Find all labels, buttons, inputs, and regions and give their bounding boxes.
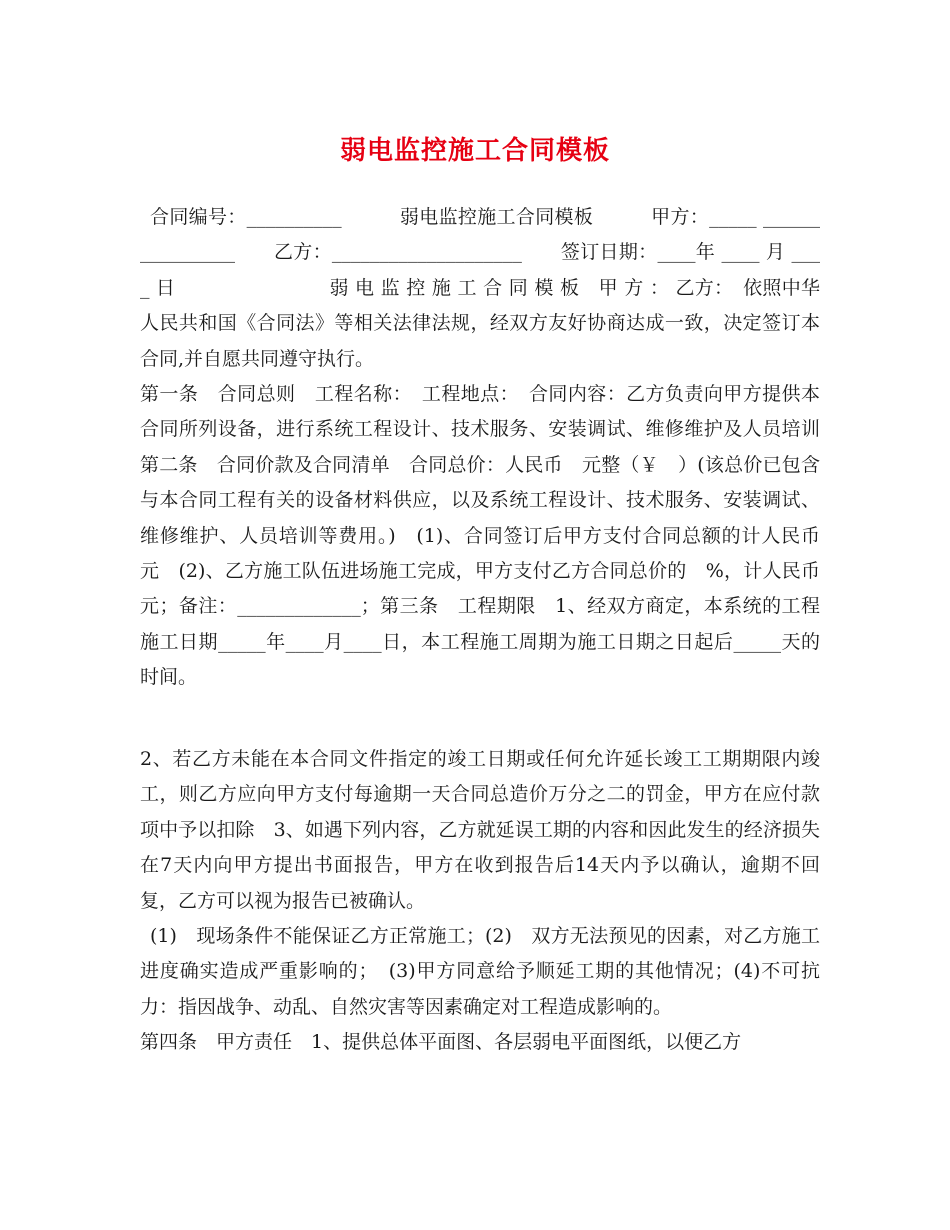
- contract-body-lower: [140, 742, 820, 1061]
- contract-header-paragraph: 合同编号：__________ 弱电监控施工合同模板 甲方：_____ ________________ 乙方：____________________ 签订日期：____年 ____ 月 ____ 日 弱 电 监 控 施 工 合 同 模 板 甲 方 ： 乙方： 依照中华人民共和国《合同法》等相关法律法规，经双方友好协商达成一致，决定签订本合同,并自愿共同遵守执行。: [140, 206, 820, 370]
- article-1-2-3-paragraph: 第一条 合同总则 工程名称： 工程地点： 合同内容：乙方负责向甲方提供本合同所列设备，进行系统工程设计、技术服务、安装调试、维修维护及人员培训 第二条 合同价款及合同清单 合同总价：人民币 元整（￥ ）(该总价已包含与本合同工程有关的设备材料供应，以及系统工程设计、技术服务、安装调试、维修维护、人员培训等费用。) (1)、合同签订后甲方支付合同总额的计人民币 元 (2)、乙方施工队伍进场施工完成，甲方支付乙方合同总价的 %，计人民币 元；备注：_____________；第三条 工程期限 1、经双方商定，本系统的工程施工日期_____年____月____日，本工程施工周期为施工日期之日起后_____天的时间。: [140, 383, 840, 689]
- delay-penalty-paragraph: 2、若乙方未能在本合同文件指定的竣工日期或任何允许延长竣工工期期限内竣工，则乙方应向甲方支付每逾期一天合同总造价万分之二的罚金，甲方在应付款项中予以扣除 3、如遇下列内容，乙方就延误工期的内容和因此发生的经济损失在7天内向甲方提出书面报告，甲方在收到报告后14天内予以确认，逾期不回复，乙方可以视为报告已被确认。: [140, 748, 820, 912]
- document-title: 弱电监控施工合同模板: [339, 136, 610, 166]
- delay-conditions-paragraph: (1) 现场条件不能保证乙方正常施工；(2) 双方无法预见的因素，对乙方施工进度确实造成严重影响的； (3)甲方同意给予顺延工期的其他情况；(4)不可抗力：指因战争、动乱、自然灾害等因素确定对工程造成影响的。: [140, 925, 820, 1018]
- contract-body-upper: [140, 200, 840, 696]
- article-4-paragraph: 第四条 甲方责任 1、提供总体平面图、各层弱电平面图纸，以便乙方: [140, 1031, 742, 1054]
